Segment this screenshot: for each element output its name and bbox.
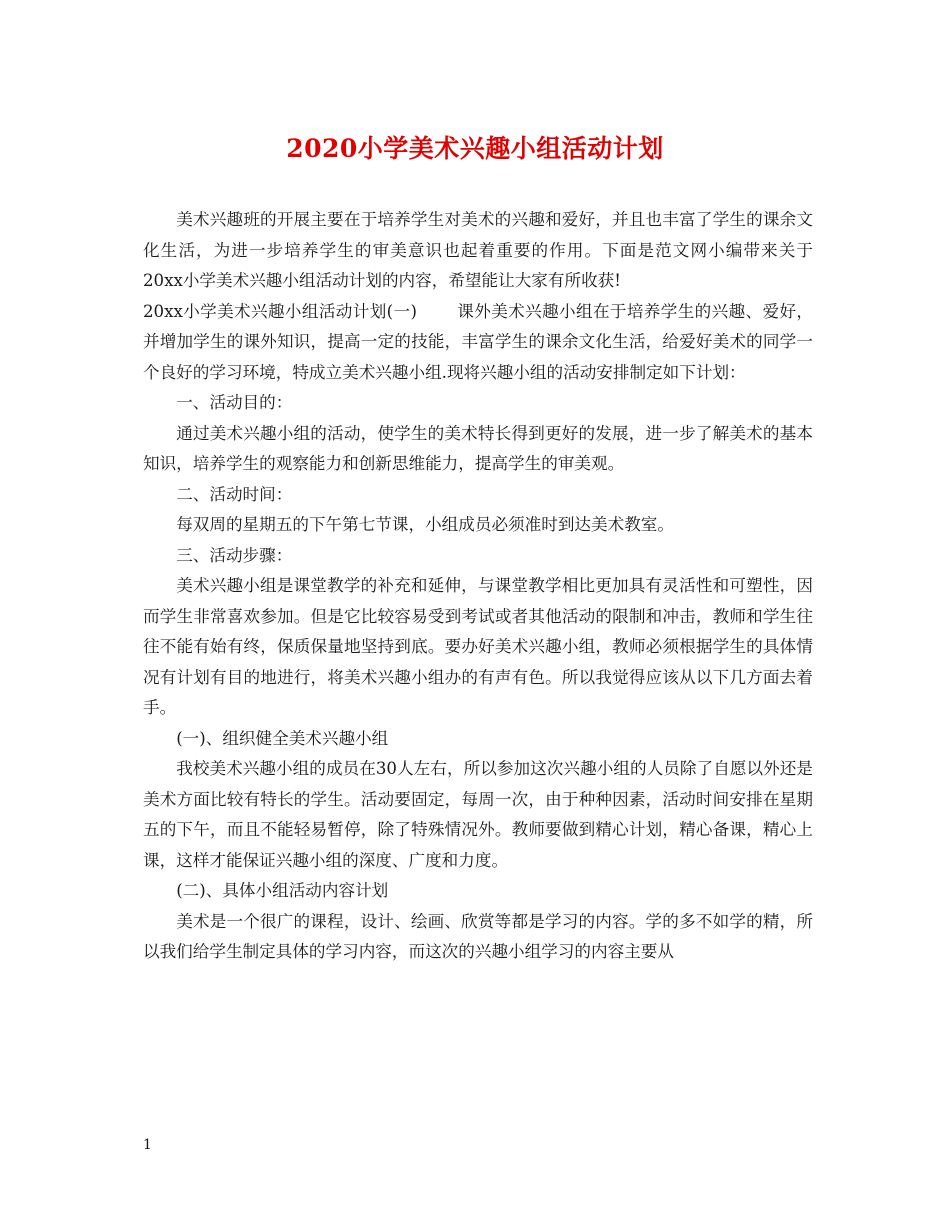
subsection-text-organize: 我校美术兴趣小组的成员在30人左右，所以参加这次兴趣小组的人员除了自愿以外还是美术方面比较有特长的学生。活动要固定，每周一次，由于种种因素，活动时间安排在星期五的下午，而且不能轻易暂停，除了特殊情况外。教师要做到精心计划，精心备课，精心上课，这样才能保证兴趣小组的深度、广度和力度。 bbox=[143, 759, 813, 870]
section-heading-time: 二、活动时间： bbox=[176, 484, 293, 504]
plan-heading: 20xx小学美术兴趣小组活动计划(一) bbox=[143, 301, 417, 321]
subsection-heading-organize: (一)、组织健全美术兴趣小组 bbox=[176, 728, 389, 748]
section-heading-steps: 三、活动步骤： bbox=[176, 545, 293, 565]
page-title: 2020小学美术兴趣小组活动计划 bbox=[286, 134, 664, 163]
section-text-steps: 美术兴趣小组是课堂教学的补充和延伸，与课堂教学相比更加具有灵活性和可塑性，因而学生非常喜欢参加。但是它比较容易受到考试或者其他活动的限制和冲击，教师和学生往往不能有始有终，保质保量地坚持到底。要办好美术兴趣小组，教师必须根据学生的具体情况有计划有目的地进行，将美术兴趣小组办的有声有色。所以我觉得应该从以下几方面去着手。 bbox=[143, 576, 813, 717]
subsection-heading-content: (二)、具体小组活动内容计划 bbox=[176, 881, 389, 900]
section-text-time: 每双周的星期五的下午第七节课，小组成员必须准时到达美术教室。 bbox=[176, 515, 674, 534]
document-body bbox=[143, 205, 813, 968]
plan-intro-text: 课外美术兴趣小组在于培养学生的兴趣、爱好，并增加学生的课外知识，提高一定的技能，丰富学生的课余文化生活，给爱好美术的同学一个良好的学习环境，特成立美术兴趣小组.现将兴趣小组的活动安排制定如下计划： bbox=[143, 301, 814, 382]
section-text-purpose: 通过美术兴趣小组的活动，使学生的美术特长得到更好的发展，进一步了解美术的基本知识，培养学生的观察能力和创新思维能力，提高学生的审美观。 bbox=[143, 423, 813, 473]
subsection-text-content: 美术是一个很广的课程，设计、绘画、欣赏等都是学习的内容。学的多不如学的精，所以我们给学生制定具体的学习内容，而这次的兴趣小组学习的内容主要从 bbox=[143, 911, 813, 961]
section-heading-purpose: 一、活动目的： bbox=[176, 393, 293, 412]
page-number: 1 bbox=[143, 1137, 152, 1153]
intro-paragraph: 美术兴趣班的开展主要在于培养学生对美术的兴趣和爱好，并且也丰富了学生的课余文化生活，为进一步培养学生的审美意识也起着重要的作用。下面是范文网小编带来关于20xx小学美术兴趣小组活动计划的内容，希望能让大家有所收获! bbox=[143, 210, 813, 290]
plan-intro-paragraph bbox=[143, 297, 813, 389]
